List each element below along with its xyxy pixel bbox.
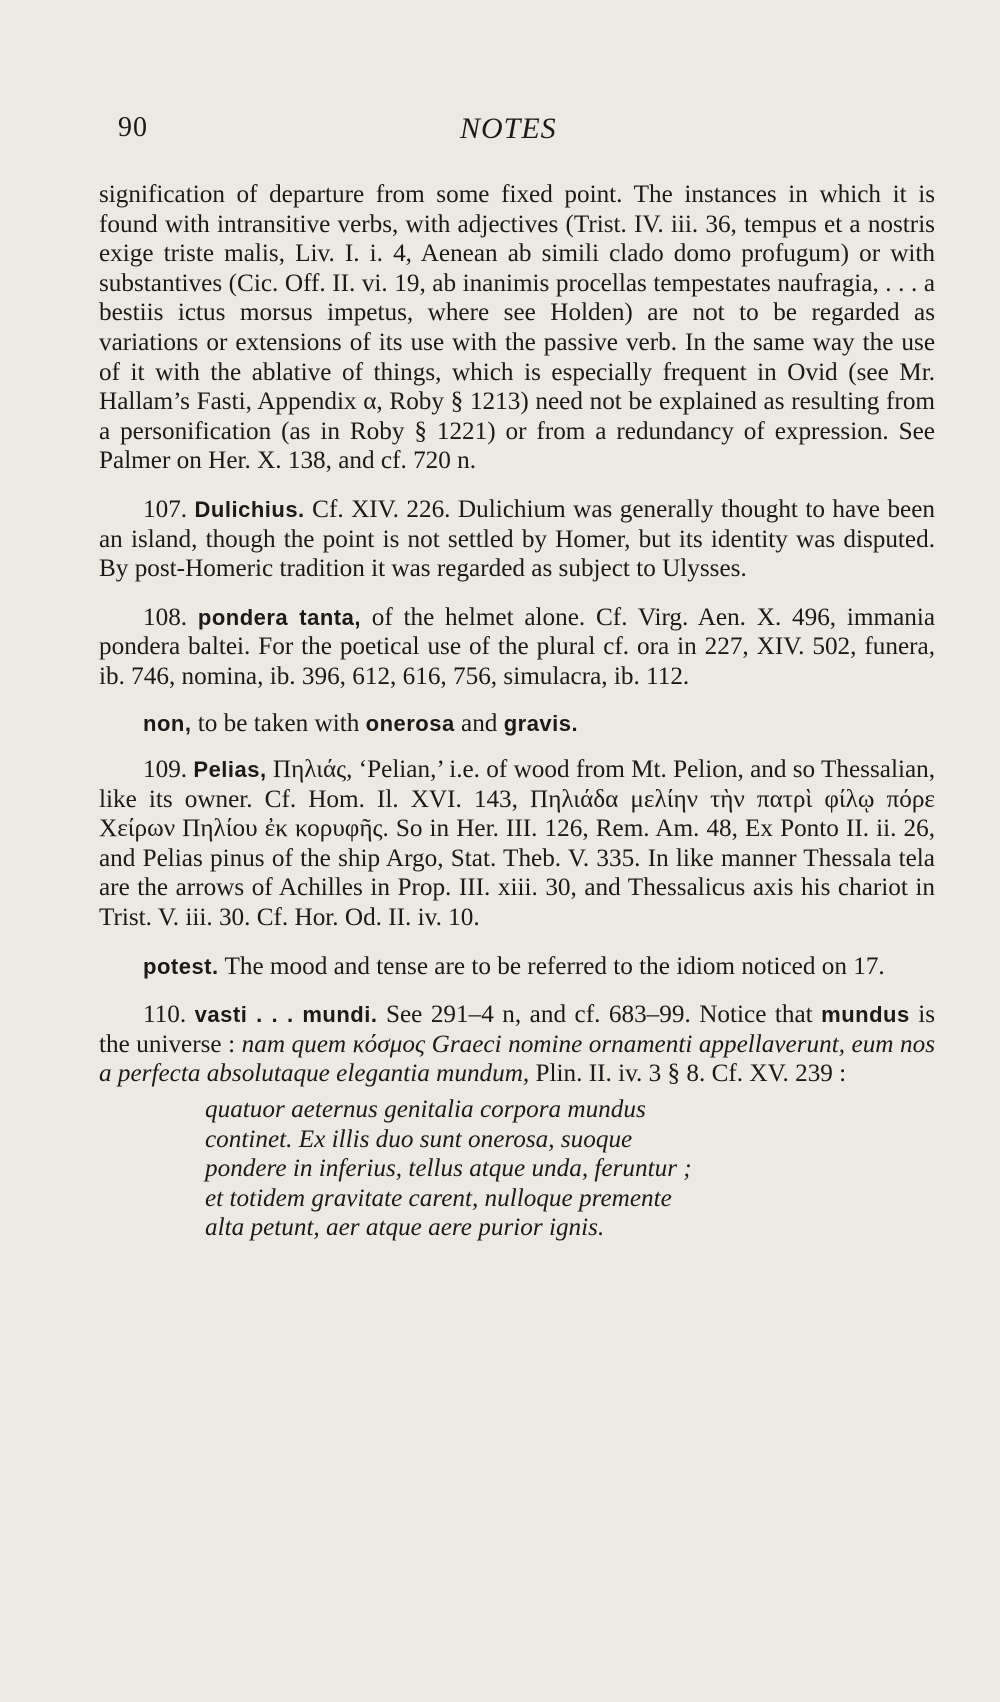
note-text: Plin. II. iv. 3 § 8. Cf. XV. 239 : <box>535 1060 847 1088</box>
note-lemma: mundus <box>821 1002 910 1028</box>
note-108 <box>99 603 935 692</box>
note-text: of the helmet alone. Cf. Virg. Aen. X. 496, immania pondera baltei. For the poetical use of the plural cf. ora in 227, XIV. 502, funera, ib. 746, nomina, ib. 396, 612, 616, 756, simulacra, ib. 112. <box>99 603 936 690</box>
note-number: 108. <box>143 603 188 631</box>
note-lemma: pondera tanta, <box>197 604 361 630</box>
note-109 <box>99 755 935 933</box>
note-potest <box>99 952 935 982</box>
note-text: to be taken with <box>197 709 360 737</box>
verse-line: et totidem gravitate carent, nulloque premente <box>205 1184 672 1212</box>
verse-line: pondere in inferius, tellus atque unda, feruntur ; <box>205 1155 692 1183</box>
notes-body <box>99 180 935 1243</box>
note-107 <box>99 495 935 584</box>
note-110 <box>99 1000 935 1089</box>
note-text: The mood and tense are to be referred to the idiom noticed on 17. <box>224 952 885 980</box>
page-header <box>118 112 930 152</box>
running-title: NOTES <box>460 112 557 145</box>
note-number: 110. <box>143 1001 187 1029</box>
note-text: See 291–4 n, and cf. 683–99. Notice that <box>385 1001 813 1029</box>
note-number: 109. <box>143 756 188 784</box>
note-lemma: onerosa <box>365 710 455 736</box>
note-lemma: non, <box>143 710 192 736</box>
note-text: is the universe : <box>99 1001 936 1058</box>
note-lemma: potest. <box>143 953 219 979</box>
note-number: 107. <box>143 495 188 523</box>
note-non <box>99 709 935 739</box>
page-number: 90 <box>118 112 148 143</box>
verse-line: quatuor aeternus genitalia corpora mundus <box>205 1096 646 1124</box>
verse-line: continet. Ex illis duo sunt onerosa, suoque <box>205 1125 633 1153</box>
note-text: Πηλιάς, ‘Pelian,’ i.e. of wood from Mt. Pelion, and so Thessalian, like its owner. Cf. Hom. Il. XVI. 143, Πηλιάδα μελίην τὴν πατρὶ φίλῳ πόρε Χείρων Πηλίου ἐκ κορυφῆς. So in Her. III. 126, Rem. Am. 48, Ex Ponto II. ii. 26, and Pelias pinus of the ship Argo, Stat. Theb. V. 335. In like manner Thessala tela are the arrows of Achilles in Prop. III. xiii. 30, and Thessalicus axis his chariot in Trist. V. iii. 30. Cf. Hor. Od. II. iv. 10. <box>99 756 936 932</box>
note-text: Cf. XIV. 226. Dulichium was generally thought to have been an island, though the point is not settled by Homer, but its identity was disputed. By post-Homeric tradition it was regarded as subject to Ulysses. <box>99 495 935 583</box>
note-text: and <box>461 709 498 737</box>
note-lemma: Pelias, <box>193 757 267 783</box>
verse-line: alta petunt, aer atque aere purior ignis. <box>205 1214 605 1242</box>
paragraph-continuation: signification of departure from some fixed point. The instances in which it is found with intransitive verbs, with adjectives (Trist. IV. iii. 36, tempus et a nostris exige triste malis, Liv. I. i. 4, Aenean ab simili clado domo profugum) or with substantives (Cic. Off. II. vi. 19, ab inanimis procellas tempestates naufragia, . . . a bestiis ictus morsus impetus, where see Holden) are not to be regarded as variations or extensions of its use with the passive verb. In the same way the use of it with the ablative of things, which is especially frequent in Ovid (see Mr. Hallam’s Fasti, Appendix α, Roby § 1213) need not be explained as resulting from a personification (as in Roby § 1221) or from a redundancy of expression. See Palmer on Her. X. 138, and cf. 720 n. <box>99 181 935 475</box>
note-lemma: Dulichius. <box>194 496 305 522</box>
verse-quotation <box>205 1095 935 1243</box>
latin-quote: nam quem κόσμος Graeci nomine ornamenti appellaverunt, eum nos a perfecta absolutaque elegantia mundum, <box>99 1030 935 1088</box>
note-lemma: vasti . . . mundi. <box>194 1002 378 1028</box>
note-lemma: gravis. <box>503 710 579 736</box>
